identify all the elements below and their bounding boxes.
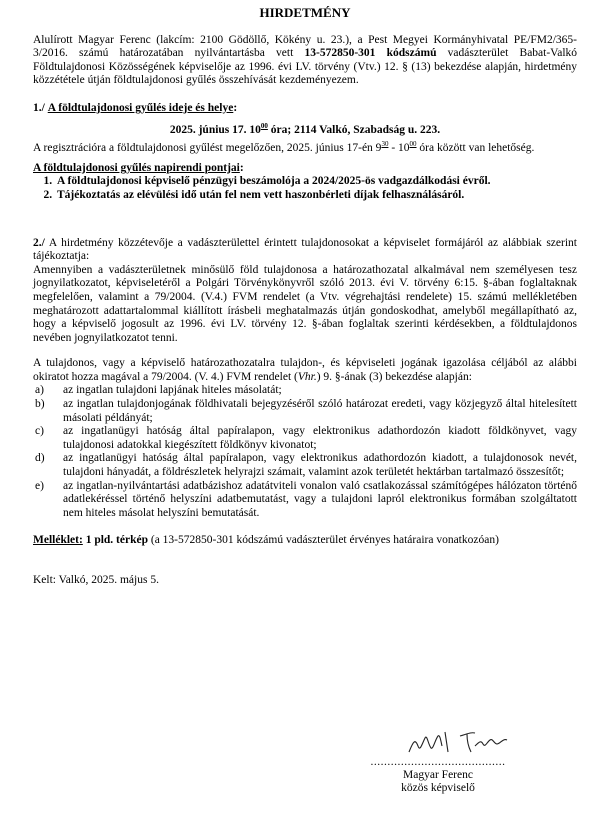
documents-intro-b: ) 9. §-ának (3) bekezdése alapján:: [316, 370, 472, 383]
agenda-title: A földtulajdonosi gyűlés napirendi pontjai: [33, 161, 240, 174]
section-2-intro: [33, 237, 577, 264]
signer-name: Magyar Ferenc: [403, 769, 473, 781]
registration-end-minutes: 00: [409, 140, 417, 149]
section-2-number: 2./: [33, 236, 45, 249]
intro-paragraph: [33, 34, 577, 88]
list-item-text: az ingatlan tulajdoni lapjának hiteles másolatát;: [63, 384, 282, 397]
meeting-date-place: [33, 121, 577, 138]
list-item: [33, 398, 577, 425]
list-item-letter: c): [35, 425, 44, 438]
documents-list: [33, 384, 577, 520]
documents-intro-vhr: Vhr.: [297, 370, 317, 383]
section-1-title: A földtulajdonosi gyűlés ideje és helye: [47, 101, 234, 114]
section-1-heading: [33, 102, 577, 116]
attachment-description: (a 13-572850-301 kódszámú vadászterület érvényes határaira vonatkozóan): [147, 534, 499, 547]
list-item-letter: a): [35, 384, 44, 397]
attachment-line: [33, 534, 577, 548]
meeting-place: óra; 2114 Valkó, Szabadság u. 223.: [267, 123, 441, 136]
agenda-colon: :: [239, 161, 244, 174]
signer-role: közös képviselő: [401, 782, 475, 794]
documents-intro-a: A tulajdonos, vagy a képviselő határozathozatalra tulajdon-, és képviseleti jogának igazolása céljából az alábbi okiratot hozza magával a 79/2004. (V. 4.) FVM rendelet (: [33, 357, 577, 383]
agenda-item: 1. A földtulajdonosi képviselő pénzügyi beszámolója a 2024/2025-ös vadgazdálkodási évről.: [55, 175, 577, 189]
document-page: [33, 6, 577, 588]
registration-text-a: A regisztrációra a földtulajdonosi gyűlést megelőzően, 2025. június 17-én 9: [33, 142, 382, 155]
list-item-text: az ingatlanügyi hatóság által papíralapon, vagy elektronikus adathordozón kiadott, a tulajdonosok nevét, tulajdoni hányadát, a földrészletek helyrajzi számait, valamint azok területét hektárban tartalmazó összesítőt;: [63, 452, 577, 479]
list-item-letter: d): [35, 452, 45, 465]
intro-code: 13-572850-301 kódszámú: [304, 47, 437, 60]
list-item-text: az ingatlan tulajdonjogának földhivatali bejegyzéséről szóló határozat eredeti, vagy közjegyző által hitelesített másolati példányát;: [63, 398, 577, 424]
attachment-item: 1 pld. térkép: [82, 534, 148, 547]
documents-intro: [33, 357, 577, 384]
agenda-list: [33, 175, 577, 202]
list-item-text: az ingatlanügyi hatóság által papíralapon, vagy elektronikus adathordozón kiadott földkönyvet, vagy tulajdonosi adatokkal kiegészített földkönyv kivonatot;: [63, 425, 577, 451]
list-item-letter: b): [35, 398, 45, 411]
intro-rest: vadászterület Babat-Valkó Földtulajdonosi Közösségének képviselője az 1996. évi LV. törvény (Vtv.) 12. § (13) bekezdése alapján, hirdetmény közzététele útján földtulajdonosi gyűlés összehívását kezdeményezem.: [33, 47, 578, 87]
dated-line: Kelt: Valkó, 2025. május 5.: [33, 574, 159, 586]
meeting-date: 2025. június 17. 10: [169, 123, 261, 136]
attachment-label: Melléklet:: [33, 534, 83, 547]
registration-text-b: óra között van lehetőség.: [416, 142, 535, 155]
section-2-paragraph: Amennyiben a vadászterületnek minősülő föld tulajdonosa a határozathozatal alkalmával nem személyesen tesz jognyilatkozatot, képviseletéről a Polgári Törvénykönyvről szóló 2013. évi V. törvény 6:15. §-ában foglaltaknak megfelelően, valamint a 79/2004. (V.4.) FVM rendelet (a Vtv. végrehajtási rendelete) 15. számú mellékletében meghatározott adattartalommal kiállított írásbeli meghatalmazás útján gondoskodhat, amelyből megállapítható az, hogy a képviselő jogosult az 1996. évi LV. törvény 12. §-ában foglaltak szerinti kérdésekben, a földtulajdonos nevében jognyilatkozatot tenni.: [33, 263, 577, 344]
section-1-colon: :: [233, 101, 238, 114]
registration-start-minutes: 30: [381, 140, 389, 149]
section-1-number: 1./: [33, 101, 45, 114]
list-item: [33, 480, 577, 521]
registration-info: [33, 142, 577, 156]
document-title: HIRDETMÉNY: [259, 5, 351, 20]
list-item: [33, 452, 577, 479]
list-item-text: az ingatlan-nyilvántartási adatbázishoz adatátviteli vonalon való csatlakozással számítógépes hálózaton történő adatlekéréssel történő helyszíni adatbemutatást, vagy a tulajdoni lapról elektronikus formában szolgáltatott nem hiteles másolat helyszíni bemutatását.: [63, 479, 577, 519]
agenda-item: 2. Tájékoztatás az elévülési idő után fel nem vett haszonbérleti díjak felhasználásáról.: [55, 189, 577, 203]
registration-text-mid: - 10: [388, 142, 410, 155]
agenda-heading: [33, 162, 577, 176]
signature-line: ........................................: [370, 756, 506, 768]
intro-text: Alulírott Magyar Ferenc (lakcím: 2100 Gödöllő, Kökény u. 23.), a Pest Megyei Kormányhivatal PE/FM2/365-3/2016. számú határozatában nyilvántartásba vett: [33, 33, 577, 60]
list-item-letter: e): [35, 479, 44, 492]
section-2-intro-text: A hirdetmény közzétevője a vadászterülettel érintett tulajdonosokat a képviselet formájáról az alábbiak szerint tájékoztatja:: [33, 236, 577, 263]
list-item: [33, 384, 577, 398]
meeting-minutes: 00: [260, 121, 268, 130]
list-item: [33, 425, 577, 452]
